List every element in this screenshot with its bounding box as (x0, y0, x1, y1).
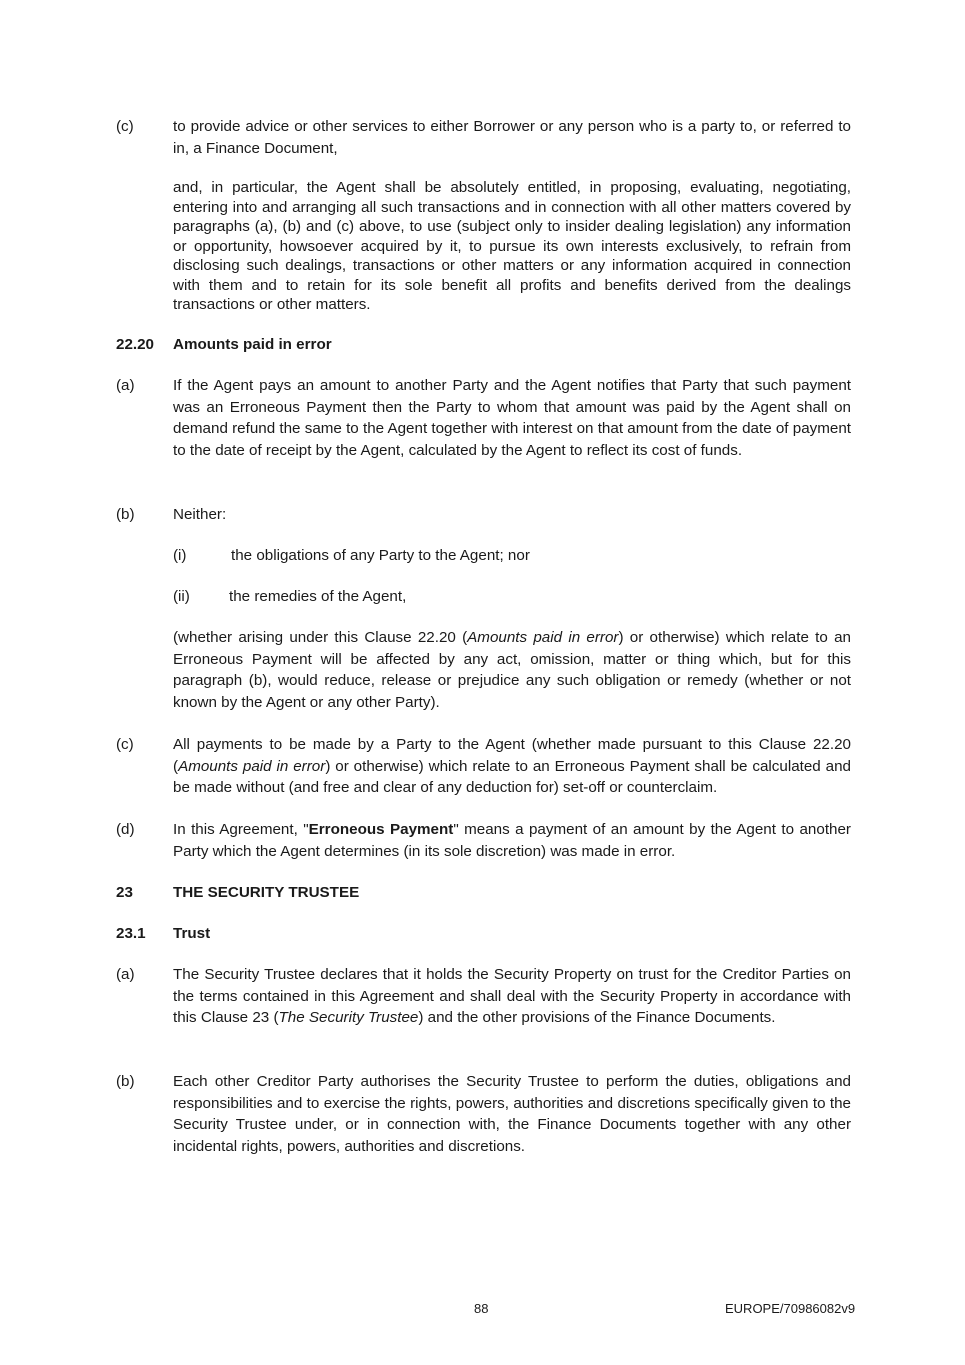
section-number: 22.20 (116, 336, 155, 353)
italic-term: Amounts paid in error (467, 629, 619, 646)
continuation-text: and, in particular, the Agent shall be absolutely entitled, in proposing, evaluating, negotiating, entering into and arranging all such transactions and in connection with all other matters covered by paragraphs (a), (b) and (c) above, to use (subject only to insider dealing legislation) any information or opportunity, howsoever acquired by it, to pursue its own interests exclusively, to refrain from disclosing such dealings, transactions or other matters or any information acquired in connection with them and to retain for its sole benefit all profits and benefits derived from the dealings transactions or other matters. (173, 179, 851, 313)
paragraph-label: (b) (116, 1073, 135, 1090)
paragraph-text: The Security Trustee declares that it holds the Security Property on trust for the Creditor Parties on the terms contained in this Agreement and shall deal with the Security Property in accordance with this Clause 23 (The Security Trustee) and the other provisions of the Finance Documents. (173, 966, 851, 1026)
paragraph-label: (c) (116, 736, 134, 753)
paragraph-22-20-b-continuation (116, 627, 851, 713)
subparagraph-text: the obligations of any Party to the Agent; nor (231, 547, 530, 564)
document-reference: EUROPE/70986082v9 (725, 1301, 856, 1316)
subparagraph-text: the remedies of the Agent, (229, 588, 407, 605)
italic-term: The Security Trustee (278, 1009, 419, 1026)
paragraph-text: Neither: (173, 506, 227, 523)
paragraph-text: to provide advice or other services to either Borrower or any person who is a party to, or referred to in, a Finance Document, (173, 118, 851, 157)
section-heading-23 (116, 882, 851, 904)
subparagraph-label: (i) (173, 547, 187, 564)
section-title: THE SECURITY TRUSTEE (173, 884, 360, 901)
paragraph-label: (b) (116, 506, 135, 523)
section-title: Trust (173, 925, 211, 942)
section-heading-22-20 (116, 334, 851, 356)
section-number: 23 (116, 884, 133, 901)
paragraph-label: (c) (116, 118, 134, 135)
paragraph-23-1-a (116, 964, 851, 1029)
section-title: Amounts paid in error (173, 336, 332, 353)
paragraph-text: If the Agent pays an amount to another Party and the Agent notifies that Party that such payment was an Erroneous Payment then the Party to whom that amount was paid by the Agent shall on demand refund the same to the Agent together with interest on that amount from the date of payment to the date of receipt by the Agent, calculated by the Agent to reflect its cost of funds. (173, 377, 851, 459)
page-number: 88 (474, 1301, 489, 1316)
continuation-paragraph (116, 178, 851, 315)
subparagraph-label: (ii) (173, 588, 190, 605)
continuation-text: (whether arising under this Clause 22.20 (Amounts paid in error) or otherwise) which relate to an Erroneous Payment will be affected by any act, omission, matter or thing which, but for this paragraph (b), would reduce, release or prejudice any such obligation or remedy (whether or not known by the Agent or any other Party). (173, 629, 851, 711)
defined-term: Erroneous Payment (308, 821, 454, 838)
paragraph-22-20-d (116, 819, 851, 862)
section-heading-23-1 (116, 923, 851, 945)
paragraph-label: (d) (116, 821, 135, 838)
paragraph-c-top (116, 116, 851, 159)
paragraph-text: All payments to be made by a Party to the Agent (whether made pursuant to this Clause 22.20 (Amounts paid in error) or otherwise) which relate to an Erroneous Payment shall be calculated and be made without (and free and clear of any deduction for) set-off or counterclaim. (173, 736, 851, 796)
paragraph-23-1-b (116, 1071, 851, 1157)
paragraph-22-20-b (116, 504, 851, 526)
paragraph-text: Each other Creditor Party authorises the Security Trustee to perform the duties, obligations and responsibilities and to exercise the rights, powers, authorities and discretions specifically given to the Security Trustee under, or in connection with, the Finance Documents together with any other incidental rights, powers, authorities and discretions. (173, 1073, 851, 1155)
paragraph-label: (a) (116, 377, 135, 394)
paragraph-text: In this Agreement, "Erroneous Payment" means a payment of an amount by the Agent to another Party which the Agent determines (in its sole discretion) was made in error. (173, 821, 851, 860)
italic-term: Amounts paid in error (178, 757, 326, 775)
subparagraph-ii (173, 586, 406, 608)
paragraph-22-20-c (116, 734, 851, 799)
subparagraph-i (173, 545, 530, 567)
paragraph-22-20-a (116, 375, 851, 461)
section-number: 23.1 (116, 925, 146, 942)
paragraph-label: (a) (116, 966, 135, 983)
